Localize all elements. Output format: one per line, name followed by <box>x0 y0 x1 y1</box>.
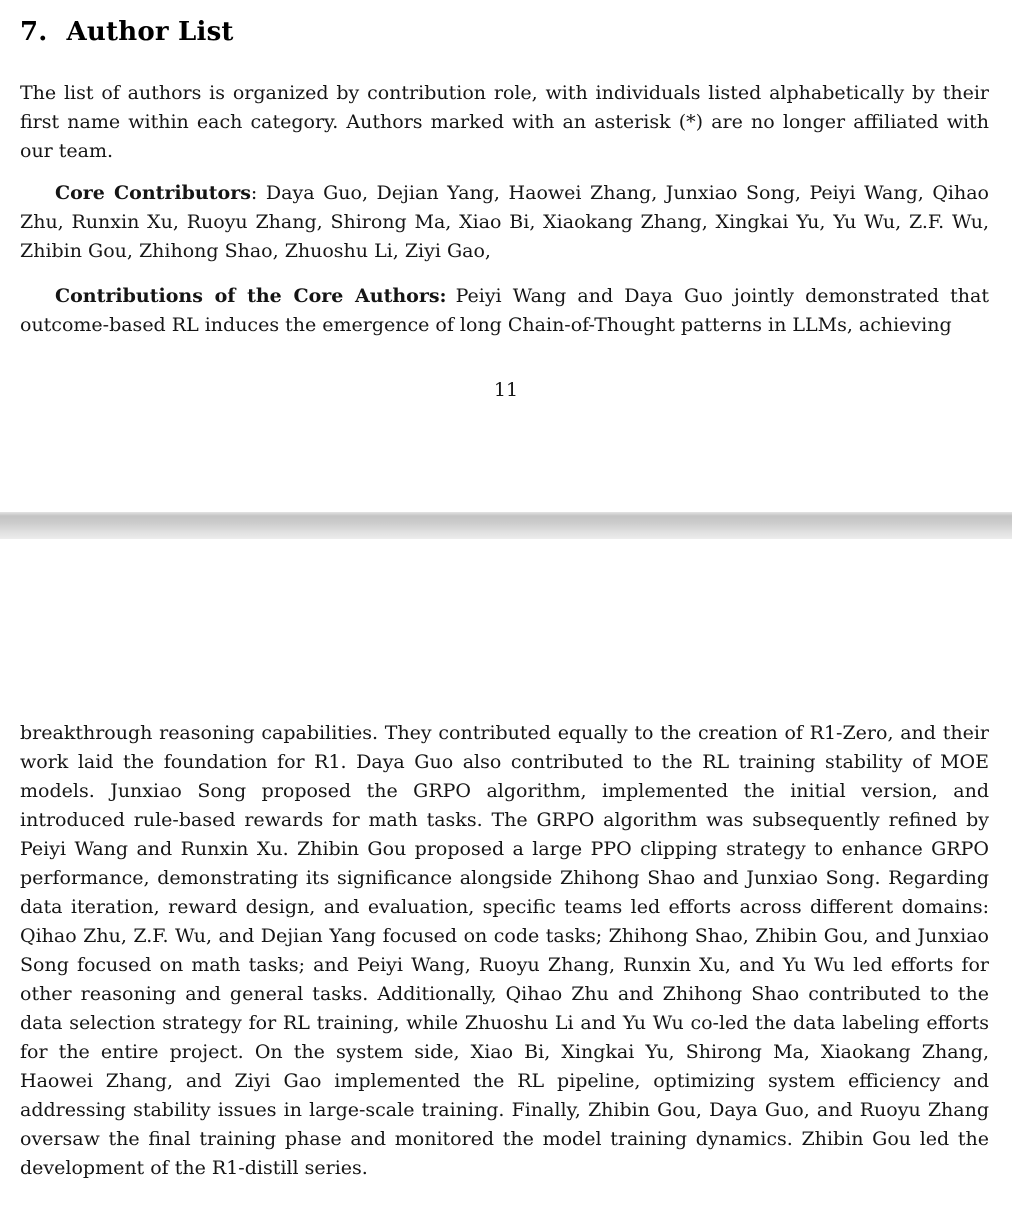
core-contributors-label: Core Contributors <box>55 182 251 204</box>
core-contributors-paragraph <box>20 179 989 266</box>
core-contributors-separator: : <box>250 182 266 204</box>
intro-paragraph <box>20 79 989 166</box>
section-heading <box>20 17 234 47</box>
intro-text: The list of authors is organized by contribution role, with individuals listed alphabetically by their first name within each category. Authors marked with an asterisk (*) are no longer affiliated with our team. <box>20 82 989 162</box>
continuation-paragraph <box>20 719 989 1183</box>
core-author-contributions-text: Peiyi Wang and Daya Guo jointly demonstrated that outcome-based RL induces the emergence of long Chain-of-Thought patterns in LLMs, achieving <box>20 285 989 336</box>
continuation-text: breakthrough reasoning capabilities. They contributed equally to the creation of R1-Zero, and their work laid the foundation for R1. Daya Guo also contributed to the RL training stability of MOE models. Junxiao Song proposed the GRPO algorithm, implemented the initial version, and introduced rule-based rewards for math tasks. The GRPO algorithm was subsequently refined by Peiyi Wang and Runxin Xu. Zhibin Gou proposed a large PPO clipping strategy to enhance GRPO performance, demonstrating its significance alongside Zhihong Shao and Junxiao Song. Regarding data iteration, reward design, and evaluation, specific teams led efforts across different domains: Qihao Zhu, Z.F. Wu, and Dejian Yang focused on code tasks; Zhihong Shao, Zhibin Gou, and Junxiao Song focused on math tasks; and Peiyi Wang, Ruoyu Zhang, Runxin Xu, and Yu Wu led efforts for other reasoning and general tasks. Additionally, Qihao Zhu and Zhihong Shao contributed to the data selection strategy for RL training, while Zhuoshu Li and Yu Wu co-led the data labeling efforts for the entire project. On the system side, Xiao Bi, Xingkai Yu, Shirong Ma, Xiaokang Zhang, Haowei Zhang, and Ziyi Gao implemented the RL pipeline, optimizing system efficiency and addressing stability issues in large-scale training. Finally, Zhibin Gou, Daya Guo, and Ruoyu Zhang oversaw the final training phase and monitored the model training dynamics. Zhibin Gou led the development of the R1-distill series. <box>20 722 989 1179</box>
core-author-contributions-label: Contributions of the Core Authors: <box>55 285 447 307</box>
section-number: 7. <box>20 17 48 47</box>
section-title: Author List <box>66 17 234 47</box>
core-contributors-names: Daya Guo, Dejian Yang, Haowei Zhang, Junxiao Song, Peiyi Wang, Qihao Zhu, Runxin Xu, Ruoyu Zhang, Shirong Ma, Xiao Bi, Xiaokang Zhang, Xingkai Yu, Yu Wu, Z.F. Wu, Zhibin Gou, Zhihong Shao, Zhuoshu Li, Ziyi Gao, <box>20 182 989 262</box>
page-gap-divider <box>0 512 1012 539</box>
page-number: 11 <box>493 379 519 401</box>
core-author-contributions-paragraph <box>20 282 989 340</box>
